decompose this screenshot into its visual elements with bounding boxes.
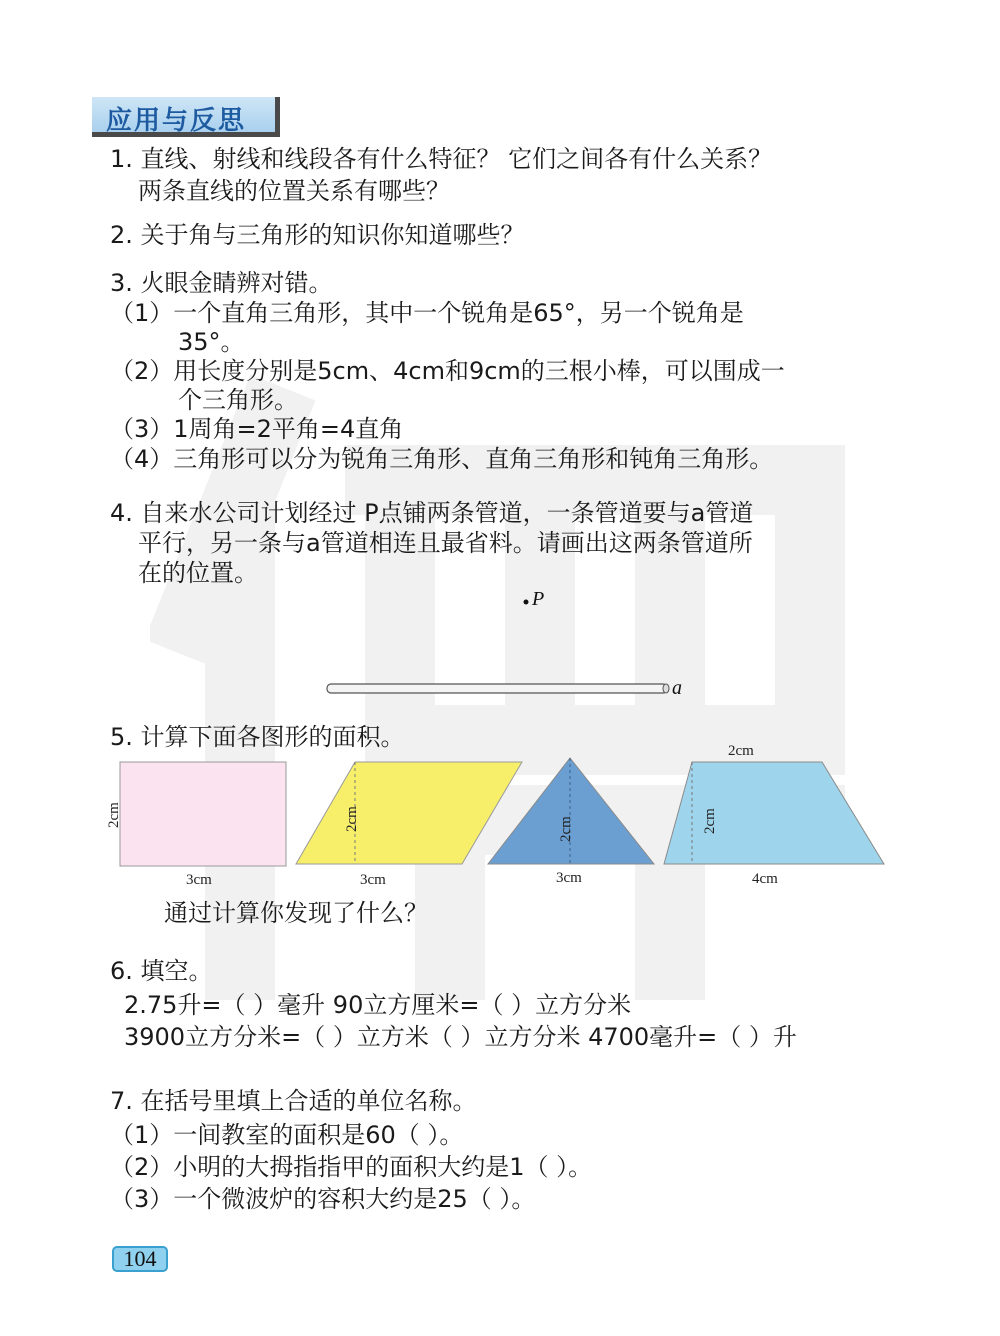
- rectangle-shape: [120, 762, 286, 866]
- q5-title: 5. 计算下面各图形的面积。: [110, 723, 405, 751]
- tri-base-label: 3cm: [556, 870, 582, 886]
- q6-line1: 2.75升=（ ）毫升 90立方厘米=（ ）立方分米: [124, 991, 632, 1019]
- q3-item3: （3）1周角=2平角=4直角: [110, 415, 404, 443]
- q7-item1: （1）一间教室的面积是60（ ）。: [110, 1121, 464, 1149]
- point-p-label: P: [532, 588, 545, 610]
- q4-line1: 4. 自来水公司计划经过 P点铺两条管道，一条管道要与a管道: [110, 499, 754, 527]
- parallelogram-shape: [296, 762, 522, 864]
- pipe-a-label: a: [672, 677, 682, 699]
- trapezoid-shape: [664, 762, 884, 864]
- trap-bottom-label: 4cm: [752, 871, 778, 887]
- q1-line1: 1. 直线、射线和线段各有什么特征？ 它们之间各有什么关系？: [110, 145, 773, 173]
- q7-title: 7. 在括号里填上合适的单位名称。: [110, 1087, 477, 1115]
- trap-height-label: 2cm: [702, 808, 718, 834]
- page-number: 104: [112, 1246, 168, 1272]
- section-title: 应用与反思: [106, 106, 247, 136]
- q4-line2: 平行，另一条与a管道相连且最省料。请画出这两条管道所: [138, 529, 753, 557]
- tri-height-label: 2cm: [558, 816, 574, 842]
- q3-item1-line1: （1）一个直角三角形，其中一个锐角是65°，另一个锐角是: [110, 299, 744, 327]
- q5-prompt: 通过计算你发现了什么？: [164, 899, 428, 927]
- q4-line3: 在的位置。: [138, 559, 258, 587]
- rect-height-label: 2cm: [106, 802, 122, 828]
- pipe-figure: [310, 580, 710, 710]
- q6-line2: 3900立方分米=（ ）立方米（ ）立方分米 4700毫升=（ ）升: [124, 1023, 797, 1051]
- q3-item4: （4）三角形可以分为锐角三角形、直角三角形和钝角三角形。: [110, 445, 774, 473]
- para-base-label: 3cm: [360, 872, 386, 888]
- para-height-label: 2cm: [344, 806, 360, 832]
- q2-text: 2. 关于角与三角形的知识你知道哪些？: [110, 221, 525, 249]
- q3-item2-line2: 个三角形。: [178, 386, 298, 414]
- q7-item2: （2）小明的大拇指指甲的面积大约是1（ ）。: [110, 1153, 593, 1181]
- q3-title: 3. 火眼金睛辨对错。: [110, 269, 333, 297]
- q3-item2-line1: （2）用长度分别是5cm、4cm和9cm的三根小棒，可以围成一: [110, 357, 785, 385]
- q3-item1-line2: 35°。: [178, 328, 245, 356]
- rect-base-label: 3cm: [186, 872, 212, 888]
- trap-top-label: 2cm: [728, 743, 754, 759]
- q6-title: 6. 填空。: [110, 957, 213, 985]
- section-header: [92, 97, 280, 137]
- q1-line2: 两条直线的位置关系有哪些？: [138, 177, 450, 205]
- point-p-dot: [524, 600, 529, 605]
- shapes-figure: [100, 738, 900, 890]
- q7-item3: （3）一个微波炉的容积大约是25（ ）。: [110, 1185, 536, 1213]
- pipe-a: [327, 684, 667, 693]
